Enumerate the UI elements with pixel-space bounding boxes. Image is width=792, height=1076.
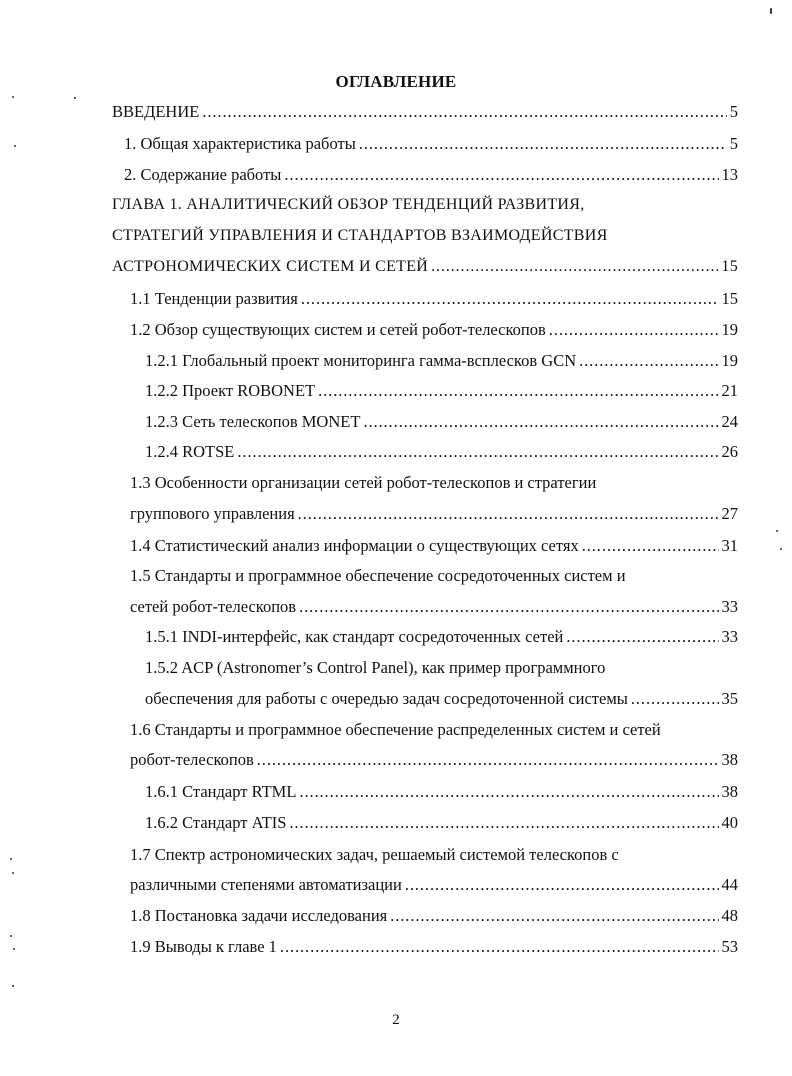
toc-entry-1-2-4[interactable] bbox=[145, 442, 738, 462]
scan-speck bbox=[12, 985, 14, 987]
dot-leader bbox=[631, 690, 719, 708]
toc-entry-page: 19 bbox=[721, 320, 738, 339]
dot-leader bbox=[237, 443, 718, 461]
toc-chapter-1[interactable] bbox=[112, 258, 738, 276]
toc-entry-page: 13 bbox=[721, 165, 738, 184]
dot-leader bbox=[289, 814, 718, 832]
dot-leader bbox=[299, 783, 718, 801]
toc-entry-page: 44 bbox=[721, 875, 738, 894]
toc-entry-page: 48 bbox=[721, 906, 738, 925]
toc-entry-1-2-2[interactable] bbox=[145, 381, 738, 401]
toc-entry-1-7[interactable] bbox=[130, 875, 738, 895]
toc-entry-text: 1.9 Выводы к главе 1 bbox=[130, 937, 277, 956]
scan-speck bbox=[14, 145, 16, 147]
dot-leader bbox=[298, 505, 719, 523]
scan-speck bbox=[770, 8, 772, 14]
toc-entry-page: 33 bbox=[721, 597, 738, 616]
dot-leader bbox=[301, 290, 719, 308]
toc-entry-intro[interactable] bbox=[112, 102, 738, 122]
toc-entry-1-3[interactable] bbox=[130, 504, 738, 524]
toc-entry-1-6-1[interactable] bbox=[145, 782, 738, 802]
toc-entry-page: 35 bbox=[721, 689, 738, 708]
dot-leader bbox=[566, 628, 718, 646]
toc-entry-1-6-line1[interactable]: 1.6 Стандарты и программное обеспечение распределенных систем и сетей bbox=[130, 720, 661, 739]
scan-speck bbox=[12, 872, 14, 874]
toc-entry-1-5-1[interactable] bbox=[145, 627, 738, 647]
toc-entry-text: группового управления bbox=[130, 504, 295, 523]
toc-entry-1-9[interactable] bbox=[130, 937, 738, 957]
toc-entry-text: 1.1 Тенденции развития bbox=[130, 289, 298, 308]
toc-entry-1-6[interactable] bbox=[130, 750, 738, 770]
toc-entry-1[interactable] bbox=[124, 134, 738, 154]
toc-entry-text: 1.2.2 Проект ROBONET bbox=[145, 381, 316, 400]
dot-leader bbox=[359, 135, 727, 153]
toc-entry-page: 15 bbox=[721, 258, 738, 275]
toc-entry-1-5[interactable] bbox=[130, 597, 738, 617]
toc-entry-1-3-line1[interactable]: 1.3 Особенности организации сетей робот-телескопов и стратегии bbox=[130, 473, 597, 492]
toc-entry-text: 1. Общая характеристика работы bbox=[124, 134, 356, 153]
dot-leader bbox=[579, 352, 718, 370]
toc-entry-text: обеспечения для работы с очередью задач сосредоточенной системы bbox=[145, 689, 628, 708]
toc-entry-text: ВВЕДЕНИЕ bbox=[112, 102, 200, 121]
toc-entry-1-2[interactable] bbox=[130, 320, 738, 340]
toc-entry-page: 26 bbox=[721, 442, 738, 461]
dot-leader bbox=[363, 413, 718, 431]
scan-speck bbox=[12, 96, 14, 98]
toc-entry-page: 27 bbox=[721, 504, 738, 523]
toc-entry-text: сетей робот-телескопов bbox=[130, 597, 297, 616]
toc-entry-page: 24 bbox=[721, 412, 738, 431]
toc-entry-1-5-2-line1[interactable]: 1.5.2 ACP (Astronomer’s Control Panel), как пример программного bbox=[145, 658, 606, 677]
scan-speck bbox=[776, 530, 778, 532]
toc-entry-1-2-1[interactable] bbox=[145, 351, 738, 371]
dot-leader bbox=[299, 598, 718, 616]
toc-entry-text: 1.2.3 Сеть телескопов MONET bbox=[145, 412, 361, 431]
page-number: 2 bbox=[392, 1012, 400, 1028]
toc-chapter-1-line2[interactable]: СТРАТЕГИЙ УПРАВЛЕНИЯ И СТАНДАРТОВ ВЗАИМОДЕЙСТВИЯ bbox=[112, 227, 608, 244]
dot-leader bbox=[431, 258, 718, 276]
toc-entry-text: робот-телескопов bbox=[130, 750, 254, 769]
toc-entry-1-6-2[interactable] bbox=[145, 813, 738, 833]
scan-speck bbox=[10, 935, 12, 937]
scan-speck bbox=[780, 548, 782, 550]
dot-leader bbox=[549, 321, 719, 339]
toc-entry-page: 38 bbox=[721, 750, 738, 769]
toc-entry-page: 33 bbox=[721, 627, 738, 646]
dot-leader bbox=[257, 751, 719, 769]
scan-speck bbox=[13, 948, 15, 950]
dot-leader bbox=[318, 382, 718, 400]
toc-entry-text: различными степенями автоматизации bbox=[130, 875, 402, 894]
toc-entry-1-8[interactable] bbox=[130, 906, 738, 926]
toc-entry-1-5-line1[interactable]: 1.5 Стандарты и программное обеспечение сосредоточенных систем и bbox=[130, 566, 626, 585]
toc-entry-page: 21 bbox=[721, 381, 738, 400]
toc-entry-text: АСТРОНОМИЧЕСКИХ СИСТЕМ И СЕТЕЙ bbox=[112, 258, 429, 275]
toc-entry-text: 1.4 Статистический анализ информации о существующих сетях bbox=[130, 536, 579, 555]
toc-entry-1-4[interactable] bbox=[130, 536, 738, 556]
toc-entry-1-2-3[interactable] bbox=[145, 412, 738, 432]
dot-leader bbox=[280, 938, 719, 956]
toc-entry-page: 5 bbox=[729, 102, 738, 121]
toc-entry-text: 1.6.2 Стандарт ATIS bbox=[145, 813, 287, 832]
toc-entry-page: 53 bbox=[721, 937, 738, 956]
toc-entry-1-5-2[interactable] bbox=[145, 689, 738, 709]
toc-entry-text: 1.8 Постановка задачи исследования bbox=[130, 906, 388, 925]
toc-entry-page: 15 bbox=[721, 289, 738, 308]
toc-entry-1-7-line1[interactable]: 1.7 Спектр астрономических задач, решаемый системой телескопов с bbox=[130, 845, 619, 864]
toc-entry-text: 1.5.1 INDI-интерфейс, как стандарт сосредоточенных сетей bbox=[145, 627, 564, 646]
toc-entry-text: 2. Содержание работы bbox=[124, 165, 282, 184]
dot-leader bbox=[284, 166, 718, 184]
scan-speck bbox=[10, 858, 12, 860]
toc-entry-text: 1.2.4 ROTSE bbox=[145, 442, 235, 461]
toc-entry-page: 38 bbox=[721, 782, 738, 801]
toc-entry-text: 1.2.1 Глобальный проект мониторинга гамма-всплесков GCN bbox=[145, 351, 577, 370]
toc-entry-page: 31 bbox=[721, 536, 738, 555]
dot-leader bbox=[405, 876, 719, 894]
toc-chapter-1-line1[interactable]: ГЛАВА 1. АНАЛИТИЧЕСКИЙ ОБЗОР ТЕНДЕНЦИЙ РАЗВИТИЯ, bbox=[112, 196, 585, 213]
dot-leader bbox=[582, 537, 719, 555]
toc-entry-page: 5 bbox=[729, 134, 738, 153]
dot-leader bbox=[202, 103, 726, 121]
toc-entry-page: 40 bbox=[721, 813, 738, 832]
toc-entry-1-1[interactable] bbox=[130, 289, 738, 309]
toc-title: ОГЛАВЛЕНИЕ bbox=[335, 72, 457, 91]
toc-entry-2[interactable] bbox=[124, 165, 738, 185]
scan-speck bbox=[74, 97, 76, 99]
toc-entry-text: 1.2 Обзор существующих систем и сетей робот-телескопов bbox=[130, 320, 546, 339]
toc-entry-page: 19 bbox=[721, 351, 738, 370]
toc-entry-text: 1.6.1 Стандарт RTML bbox=[145, 782, 297, 801]
dot-leader bbox=[390, 907, 718, 925]
